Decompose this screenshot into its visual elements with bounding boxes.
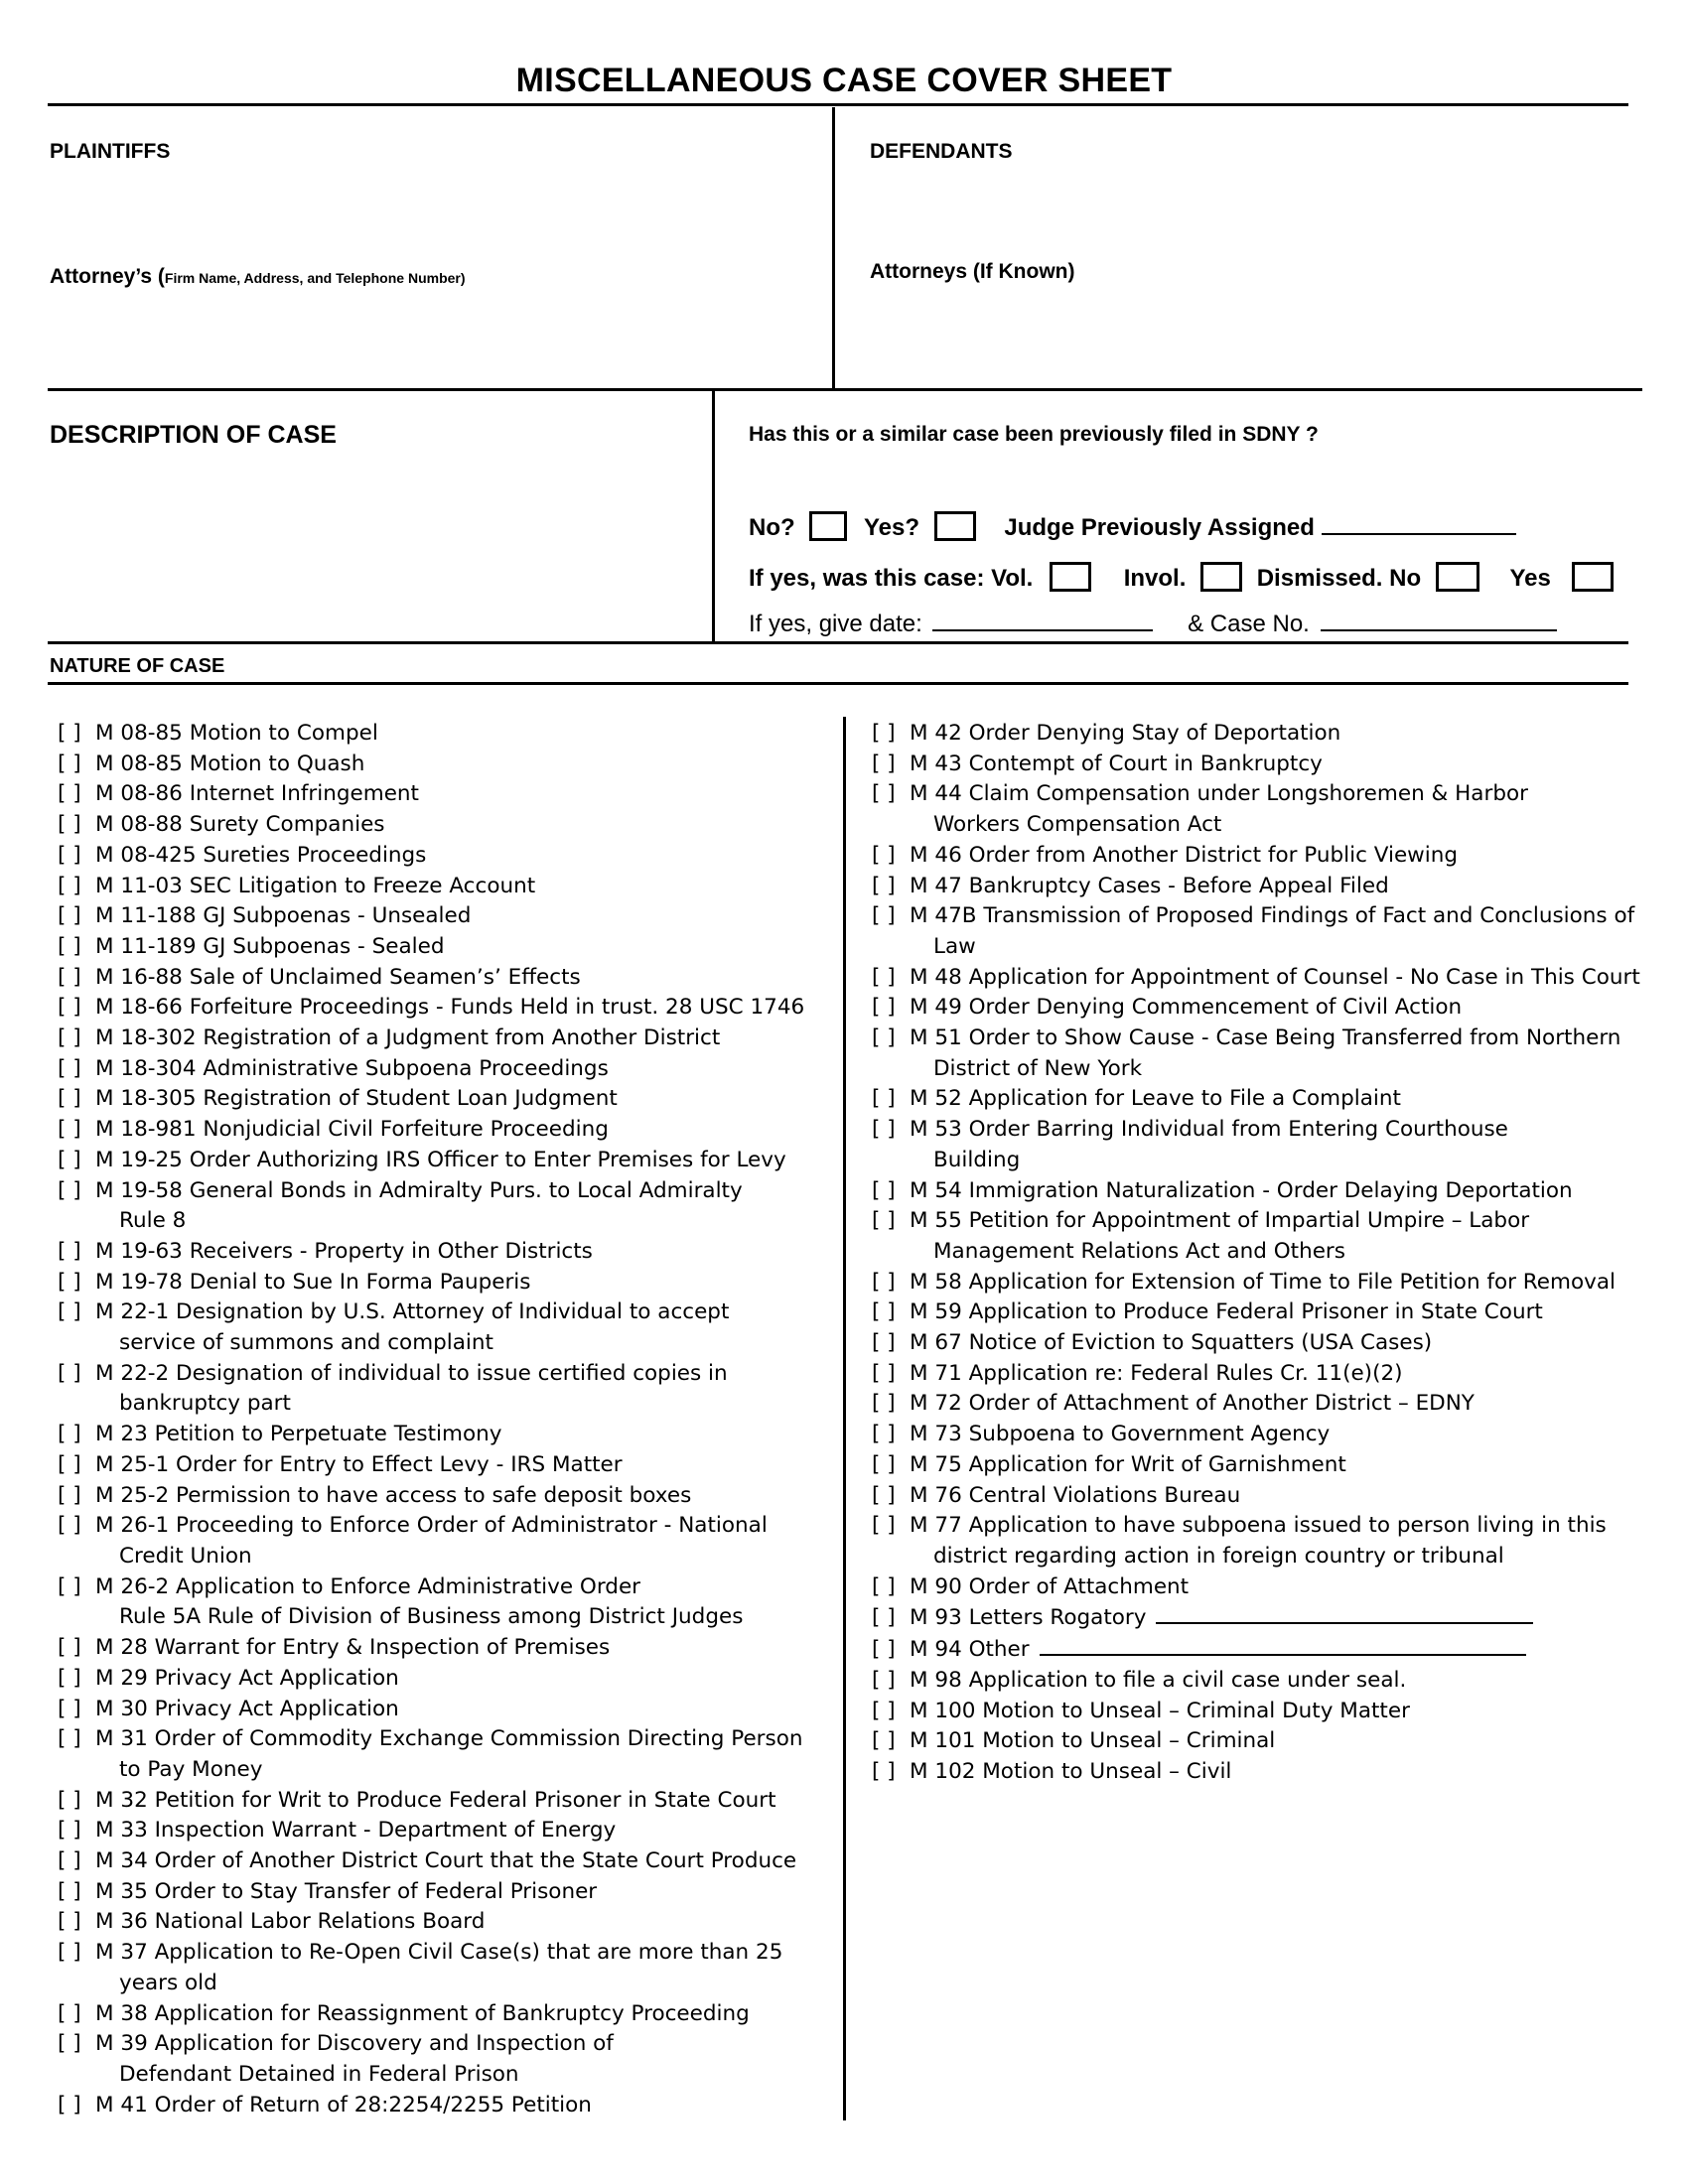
case-type-checkbox[interactable]: [ ]	[58, 751, 81, 776]
case-type-item[interactable]	[58, 1724, 832, 1755]
case-type-label: M 18-66 Forfeiture Proceedings - Funds Held in trust. 28 USC 1746	[95, 995, 805, 1021]
case-type-item[interactable]	[58, 1695, 832, 1725]
case-type-checkbox[interactable]: [ ]	[58, 1147, 81, 1172]
case-type-item[interactable]	[872, 1297, 1666, 1328]
case-type-checkbox[interactable]: [ ]	[58, 781, 81, 807]
case-type-checkbox[interactable]: [ ]	[872, 873, 896, 898]
case-type-checkbox[interactable]: [ ]	[58, 1696, 81, 1721]
case-type-checkbox[interactable]: [ ]	[58, 1360, 81, 1386]
case-type-checkbox[interactable]: [ ]	[58, 964, 81, 990]
case-type-label: M 71 Application re: Federal Rules Cr. 11(e)(2)	[910, 1360, 1403, 1386]
case-type-checkbox[interactable]: [ ]	[58, 1299, 81, 1325]
case-type-item[interactable]	[58, 1054, 832, 1085]
case-type-checkbox[interactable]: [ ]	[872, 1451, 896, 1477]
case-type-label: M 76 Central Violations Bureau	[910, 1482, 1241, 1508]
case-type-checkbox[interactable]: [ ]	[872, 1360, 896, 1386]
case-type-checkbox[interactable]: [ ]	[58, 842, 81, 868]
case-type-checkbox[interactable]: [ ]	[58, 1909, 81, 1935]
case-type-checkbox[interactable]: [ ]	[58, 1117, 81, 1143]
case-type-checkbox[interactable]: [ ]	[872, 1573, 896, 1599]
yes-checkbox[interactable]	[934, 511, 976, 541]
case-type-item[interactable]	[872, 1572, 1666, 1603]
case-type-label: M 18-305 Registration of Student Loan Judgment	[95, 1086, 618, 1112]
defendant-attorney-label: Attorneys (If Known)	[870, 260, 1075, 283]
case-type-label: M 51 Order to Show Cause - Case Being Transferred from Northern	[910, 1025, 1621, 1051]
case-type-checkbox[interactable]: [ ]	[872, 1208, 896, 1234]
case-type-label: M 46 Order from Another District for Public Viewing	[910, 842, 1459, 868]
yes-label: Yes?	[864, 514, 920, 541]
case-type-checkbox[interactable]: [ ]	[58, 1940, 81, 1966]
case-type-checkbox[interactable]: [ ]	[58, 903, 81, 929]
case-type-label: M 19-58 General Bonds in Admiralty Purs. to Local Admiralty	[95, 1177, 743, 1203]
case-type-label: M 47 Bankruptcy Cases - Before Appeal Filed	[910, 873, 1389, 898]
dismissed-no-checkbox[interactable]	[1436, 562, 1479, 592]
case-type-label-continued: years old	[119, 1970, 217, 1995]
case-type-checkbox[interactable]: [ ]	[872, 903, 896, 929]
case-type-item[interactable]	[872, 963, 1666, 994]
case-type-item[interactable]	[872, 1697, 1666, 1727]
case-type-label: M 49 Order Denying Commencement of Civil Action	[910, 995, 1463, 1021]
case-type-label: M 19-25 Order Authorizing IRS Officer to Enter Premises for Levy	[95, 1147, 786, 1172]
nature-label: NATURE OF CASE	[50, 655, 225, 677]
case-type-item[interactable]	[872, 1481, 1666, 1512]
case-type-checkbox[interactable]: [ ]	[58, 1086, 81, 1112]
case-type-label: M 08-425 Sureties Proceedings	[95, 842, 427, 868]
case-type-checkbox[interactable]: [ ]	[872, 1728, 896, 1754]
case-type-item[interactable]	[872, 1420, 1666, 1450]
case-type-checkbox[interactable]: [ ]	[58, 1818, 81, 1843]
case-type-item[interactable]	[58, 1115, 832, 1146]
case-type-label: M 98 Application to file a civil case under seal.	[910, 1667, 1407, 1693]
case-type-item[interactable]	[58, 750, 832, 780]
case-type-label: M 32 Petition for Writ to Produce Federal Prisoner in State Court	[95, 1787, 776, 1813]
case-type-checkbox[interactable]: [ ]	[872, 1698, 896, 1723]
case-type-checkbox[interactable]: [ ]	[872, 1117, 896, 1143]
case-type-label: M 42 Order Denying Stay of Deportation	[910, 721, 1341, 746]
nature-divider	[843, 717, 846, 2120]
case-type-item[interactable]	[872, 841, 1666, 872]
case-type-checkbox[interactable]: [ ]	[872, 1667, 896, 1693]
case-type-checkbox[interactable]: [ ]	[872, 1637, 896, 1663]
case-type-checkbox[interactable]: [ ]	[872, 1391, 896, 1417]
title-rule	[48, 103, 1628, 106]
case-type-label: M 75 Application for Writ of Garnishment	[910, 1451, 1346, 1477]
case-type-checkbox[interactable]: [ ]	[872, 1177, 896, 1203]
case-type-checkbox[interactable]: [ ]	[872, 1086, 896, 1112]
case-type-label: M 67 Notice of Eviction to Squatters (USA Cases)	[910, 1330, 1433, 1356]
case-type-item[interactable]	[58, 1664, 832, 1695]
case-type-label: M 18-304 Administrative Subpoena Proceedings	[95, 1055, 609, 1081]
case-type-item[interactable]	[872, 872, 1666, 902]
case-type-checkbox[interactable]: [ ]	[872, 964, 896, 990]
case-type-item[interactable]	[58, 1877, 832, 1908]
case-type-checkbox[interactable]: [ ]	[58, 2031, 81, 2057]
case-type-label: M 44 Claim Compensation under Longshoremen & Harbor	[910, 781, 1528, 807]
case-type-label-continued: Law	[933, 933, 976, 959]
case-type-checkbox[interactable]: [ ]	[872, 781, 896, 807]
case-type-checkbox[interactable]: [ ]	[872, 995, 896, 1021]
case-type-checkbox[interactable]: [ ]	[58, 1635, 81, 1661]
give-date-row	[749, 608, 1557, 638]
case-type-checkbox[interactable]: [ ]	[872, 1513, 896, 1539]
case-type-label: M 08-85 Motion to Quash	[95, 751, 365, 776]
case-type-checkbox[interactable]: [ ]	[58, 1238, 81, 1264]
case-type-item[interactable]	[58, 1268, 832, 1298]
case-type-checkbox[interactable]: [ ]	[58, 1848, 81, 1874]
case-type-label: M 19-63 Receivers - Property in Other Districts	[95, 1238, 593, 1264]
case-type-label: M 54 Immigration Naturalization - Order Delaying Deportation	[910, 1177, 1573, 1203]
case-type-item[interactable]	[58, 719, 832, 750]
case-type-label: M 30 Privacy Act Application	[95, 1696, 399, 1721]
case-type-item[interactable]	[872, 901, 1666, 932]
description-label: DESCRIPTION OF CASE	[50, 421, 337, 449]
case-type-label: M 26-2 Application to Enforce Administrative Order	[95, 1573, 641, 1599]
no-label: No?	[749, 514, 795, 541]
plaintiff-attorney-label: Attorney’s (Firm Name, Address, and Telephone Number)	[50, 265, 466, 288]
case-type-checkbox[interactable]: [ ]	[58, 1573, 81, 1599]
case-type-item[interactable]	[872, 1176, 1666, 1207]
case-type-item[interactable]	[872, 1634, 1666, 1666]
case-type-checkbox[interactable]: [ ]	[872, 1758, 896, 1784]
case-no-field[interactable]	[1321, 608, 1557, 631]
case-type-checkbox[interactable]: [ ]	[58, 1451, 81, 1477]
case-type-item[interactable]	[872, 719, 1666, 750]
case-type-label: M 33 Inspection Warrant - Department of Energy	[95, 1818, 617, 1843]
judge-label: Judge Previously Assigned	[1004, 514, 1315, 541]
case-type-label-continued: service of summons and complaint	[119, 1330, 493, 1356]
case-type-item[interactable]	[872, 1726, 1666, 1757]
case-type-label: M 77 Application to have subpoena issued to person living in this	[910, 1513, 1607, 1539]
case-type-label: M 08-86 Internet Infringement	[95, 781, 419, 807]
case-type-label: M 48 Application for Appointment of Counsel - No Case in This Court	[910, 964, 1640, 990]
case-type-checkbox[interactable]: [ ]	[872, 1269, 896, 1295]
case-type-label: M 11-03 SEC Litigation to Freeze Account	[95, 873, 536, 898]
dismissed-yes-checkbox[interactable]	[1572, 562, 1614, 592]
case-type-blank-field[interactable]	[1156, 1602, 1533, 1624]
case-type-checkbox[interactable]: [ ]	[58, 1025, 81, 1051]
case-type-checkbox[interactable]: [ ]	[58, 2000, 81, 2026]
case-type-label: M 08-85 Motion to Compel	[95, 721, 378, 746]
case-type-label-continued: to Pay Money	[119, 1756, 263, 1782]
case-type-item[interactable]	[58, 1297, 832, 1328]
case-type-label: M 94 Other	[910, 1637, 1030, 1663]
case-type-item[interactable]	[872, 1328, 1666, 1359]
case-type-checkbox[interactable]: [ ]	[58, 873, 81, 898]
case-type-label: M 58 Application for Extension of Time to File Petition for Removal	[910, 1269, 1616, 1295]
case-type-label: M 102 Motion to Unseal – Civil	[910, 1758, 1232, 1784]
case-type-label: M 101 Motion to Unseal – Criminal	[910, 1728, 1276, 1754]
case-type-label: M 59 Application to Produce Federal Prisoner in State Court	[910, 1299, 1543, 1325]
case-type-label: M 100 Motion to Unseal – Criminal Duty Matter	[910, 1698, 1410, 1723]
case-type-item[interactable]	[58, 1846, 832, 1877]
case-type-checkbox[interactable]: [ ]	[58, 933, 81, 959]
case-type-label: M 11-188 GJ Subpoenas - Unsealed	[95, 903, 472, 929]
case-type-checkbox[interactable]: [ ]	[58, 2092, 81, 2117]
case-type-checkbox[interactable]: [ ]	[872, 1299, 896, 1325]
case-type-label: M 73 Subpoena to Government Agency	[910, 1422, 1331, 1447]
case-type-item[interactable]	[58, 1084, 832, 1115]
case-type-item[interactable]	[58, 872, 832, 902]
case-type-label: M 47B Transmission of Proposed Findings of Fact and Conclusions of	[910, 903, 1635, 929]
case-type-label: M 28 Warrant for Entry & Inspection of Premises	[95, 1635, 611, 1661]
case-type-label: M 38 Application for Reassignment of Bankruptcy Proceeding	[95, 2000, 750, 2026]
vol-checkbox[interactable]	[1050, 562, 1091, 592]
case-type-item[interactable]	[872, 1602, 1666, 1634]
case-type-label: M 36 National Labor Relations Board	[95, 1909, 486, 1935]
nature-list-left	[58, 719, 832, 2120]
case-type-item[interactable]	[872, 1666, 1666, 1697]
case-type-label: M 22-1 Designation by U.S. Attorney of Individual to accept	[95, 1299, 730, 1325]
case-type-label-continued: Rule 5A Rule of Division of Business among District Judges	[119, 1604, 744, 1630]
case-type-item[interactable]	[872, 1268, 1666, 1298]
case-type-label: M 37 Application to Re-Open Civil Case(s) that are more than 25	[95, 1940, 783, 1966]
case-no-label: & Case No.	[1188, 611, 1310, 637]
case-type-item[interactable]	[58, 993, 832, 1024]
case-type-item[interactable]	[58, 1633, 832, 1664]
case-type-label: M 52 Application for Leave to File a Complaint	[910, 1086, 1401, 1112]
case-type-label: M 25-2 Permission to have access to safe deposit boxes	[95, 1482, 692, 1508]
case-type-checkbox[interactable]: [ ]	[58, 721, 81, 746]
case-type-item[interactable]	[58, 1420, 832, 1450]
description-divider	[712, 391, 715, 641]
case-type-label: M 26-1 Proceeding to Enforce Order of Administrator - National	[95, 1513, 768, 1539]
plaintiffs-label: PLAINTIFFS	[50, 140, 171, 163]
defendants-label: DEFENDANTS	[870, 140, 1013, 163]
case-type-item[interactable]	[872, 750, 1666, 780]
case-type-blank-field[interactable]	[1040, 1634, 1526, 1656]
case-type-item[interactable]	[872, 1511, 1666, 1542]
case-type-item[interactable]	[58, 1237, 832, 1268]
case-type-checkbox[interactable]: [ ]	[58, 995, 81, 1021]
case-type-checkbox[interactable]: [ ]	[872, 1025, 896, 1051]
case-type-checkbox[interactable]: [ ]	[58, 1269, 81, 1295]
case-type-label-continued: District of New York	[933, 1055, 1143, 1081]
no-checkbox[interactable]	[809, 511, 847, 541]
case-type-item[interactable]	[58, 1938, 832, 1969]
case-type-checkbox[interactable]: [ ]	[58, 1665, 81, 1691]
case-type-checkbox[interactable]: [ ]	[58, 1726, 81, 1752]
case-type-label: M 29 Privacy Act Application	[95, 1665, 399, 1691]
case-type-item[interactable]	[58, 932, 832, 963]
nature-rule	[48, 682, 1628, 685]
case-type-label: M 18-302 Registration of a Judgment from Another District	[95, 1025, 721, 1051]
case-type-label-continued: Workers Compensation Act	[933, 812, 1222, 838]
case-type-item[interactable]	[58, 1146, 832, 1176]
case-type-label-continued: Management Relations Act and Others	[933, 1238, 1345, 1264]
parties-rule	[48, 388, 1642, 391]
case-type-label: M 34 Order of Another District Court that the State Court Produce	[95, 1848, 797, 1874]
case-type-label-continued: Defendant Detained in Federal Prison	[119, 2061, 519, 2087]
case-type-label: M 22-2 Designation of individual to issue certified copies in	[95, 1360, 728, 1386]
dismissed-yes-label: Yes	[1509, 565, 1551, 592]
case-type-label: M 19-78 Denial to Sue In Forma Pauperis	[95, 1269, 531, 1295]
page-title: MISCELLANEOUS CASE COVER SHEET	[515, 62, 1173, 99]
case-type-item[interactable]	[872, 1450, 1666, 1481]
case-type-label: M 16-88 Sale of Unclaimed Seamen’s’ Effects	[95, 964, 581, 990]
case-type-label-continued: bankruptcy part	[119, 1391, 291, 1417]
case-type-item[interactable]	[872, 993, 1666, 1024]
case-type-label: M 41 Order of Return of 28:2254/2255 Petition	[95, 2092, 592, 2117]
case-type-item[interactable]	[872, 779, 1666, 810]
parties-divider	[832, 107, 835, 389]
dismissed-label: Dismissed. No	[1256, 565, 1422, 592]
case-type-checkbox[interactable]: [ ]	[872, 1330, 896, 1356]
give-date-label: If yes, give date:	[749, 611, 922, 637]
invol-label: Invol.	[1123, 565, 1187, 592]
case-type-item[interactable]	[58, 1816, 832, 1846]
case-type-label-continued: Building	[933, 1147, 1021, 1172]
case-type-label-continued: district regarding action in foreign country or tribunal	[933, 1543, 1504, 1569]
case-type-item[interactable]	[58, 1481, 832, 1512]
invol-checkbox[interactable]	[1200, 562, 1242, 592]
case-type-item[interactable]	[58, 963, 832, 994]
case-type-item[interactable]	[58, 2091, 832, 2121]
case-type-item[interactable]	[58, 901, 832, 932]
ifyes-label: If yes, was this case: Vol.	[749, 565, 1034, 592]
case-type-label: M 35 Order to Stay Transfer of Federal Prisoner	[95, 1878, 598, 1904]
case-type-checkbox[interactable]: [ ]	[872, 1605, 896, 1631]
case-type-item[interactable]	[58, 779, 832, 810]
case-type-label: M 23 Petition to Perpetuate Testimony	[95, 1422, 502, 1447]
case-type-item[interactable]	[58, 1359, 832, 1390]
case-type-label: M 25-1 Order for Entry to Effect Levy - IRS Matter	[95, 1451, 623, 1477]
case-type-label: M 39 Application for Discovery and Inspection of	[95, 2031, 614, 2057]
case-type-item[interactable]	[58, 1176, 832, 1207]
prev-filed-row	[749, 511, 1516, 542]
case-type-item[interactable]	[58, 2029, 832, 2060]
case-type-item[interactable]	[872, 1084, 1666, 1115]
case-type-item[interactable]	[58, 1024, 832, 1054]
case-type-checkbox[interactable]: [ ]	[872, 1482, 896, 1508]
case-type-item[interactable]	[58, 1572, 832, 1603]
case-type-label: M 31 Order of Commodity Exchange Commission Directing Person	[95, 1726, 803, 1752]
judge-field[interactable]	[1322, 511, 1516, 535]
case-type-label-continued: Rule 8	[119, 1208, 187, 1234]
case-type-label: M 93 Letters Rogatory	[910, 1605, 1147, 1631]
case-type-checkbox[interactable]: [ ]	[58, 1177, 81, 1203]
case-type-checkbox[interactable]: [ ]	[58, 1878, 81, 1904]
case-type-checkbox[interactable]: [ ]	[872, 721, 896, 746]
case-type-item[interactable]	[58, 1450, 832, 1481]
date-field[interactable]	[932, 608, 1153, 631]
case-type-item[interactable]	[58, 1786, 832, 1817]
case-type-label: M 11-189 GJ Subpoenas - Sealed	[95, 933, 445, 959]
case-type-item[interactable]	[872, 1115, 1666, 1146]
case-type-label: M 55 Petition for Appointment of Impartial Umpire – Labor	[910, 1208, 1530, 1234]
case-type-item[interactable]	[872, 1389, 1666, 1420]
case-type-checkbox[interactable]: [ ]	[872, 751, 896, 776]
case-type-checkbox[interactable]: [ ]	[872, 842, 896, 868]
case-type-checkbox[interactable]: [ ]	[872, 1422, 896, 1447]
case-type-checkbox[interactable]: [ ]	[58, 1513, 81, 1539]
case-type-item[interactable]	[58, 841, 832, 872]
case-type-item[interactable]	[58, 1907, 832, 1938]
case-type-label-continued: Credit Union	[119, 1543, 252, 1569]
case-type-label: M 18-981 Nonjudicial Civil Forfeiture Proceeding	[95, 1117, 609, 1143]
case-type-checkbox[interactable]: [ ]	[58, 1422, 81, 1447]
case-type-checkbox[interactable]: [ ]	[58, 1787, 81, 1813]
case-type-label: M 53 Order Barring Individual from Entering Courthouse	[910, 1117, 1508, 1143]
case-type-item[interactable]	[58, 1511, 832, 1542]
case-type-checkbox[interactable]: [ ]	[58, 812, 81, 838]
case-type-checkbox[interactable]: [ ]	[58, 1482, 81, 1508]
nature-list-right	[872, 719, 1666, 1788]
case-type-item[interactable]	[872, 1757, 1666, 1788]
plaintiff-attorney-note: Firm Name, Address, and Telephone Number)	[164, 270, 466, 286]
case-type-item[interactable]	[58, 810, 832, 841]
case-type-label: M 90 Order of Attachment	[910, 1573, 1190, 1599]
case-type-label: M 72 Order of Attachment of Another District – EDNY	[910, 1391, 1475, 1417]
case-status-row	[749, 562, 1614, 593]
case-type-item[interactable]	[872, 1024, 1666, 1054]
case-type-item[interactable]	[872, 1206, 1666, 1237]
prev-filed-question: Has this or a similar case been previously filed in SDNY ?	[749, 423, 1319, 446]
description-rule	[48, 641, 1628, 644]
case-type-label: M 08-88 Surety Companies	[95, 812, 385, 838]
case-type-item[interactable]	[58, 1999, 832, 2030]
case-type-checkbox[interactable]: [ ]	[58, 1055, 81, 1081]
case-type-item[interactable]	[872, 1359, 1666, 1390]
case-type-label: M 43 Contempt of Court in Bankruptcy	[910, 751, 1323, 776]
